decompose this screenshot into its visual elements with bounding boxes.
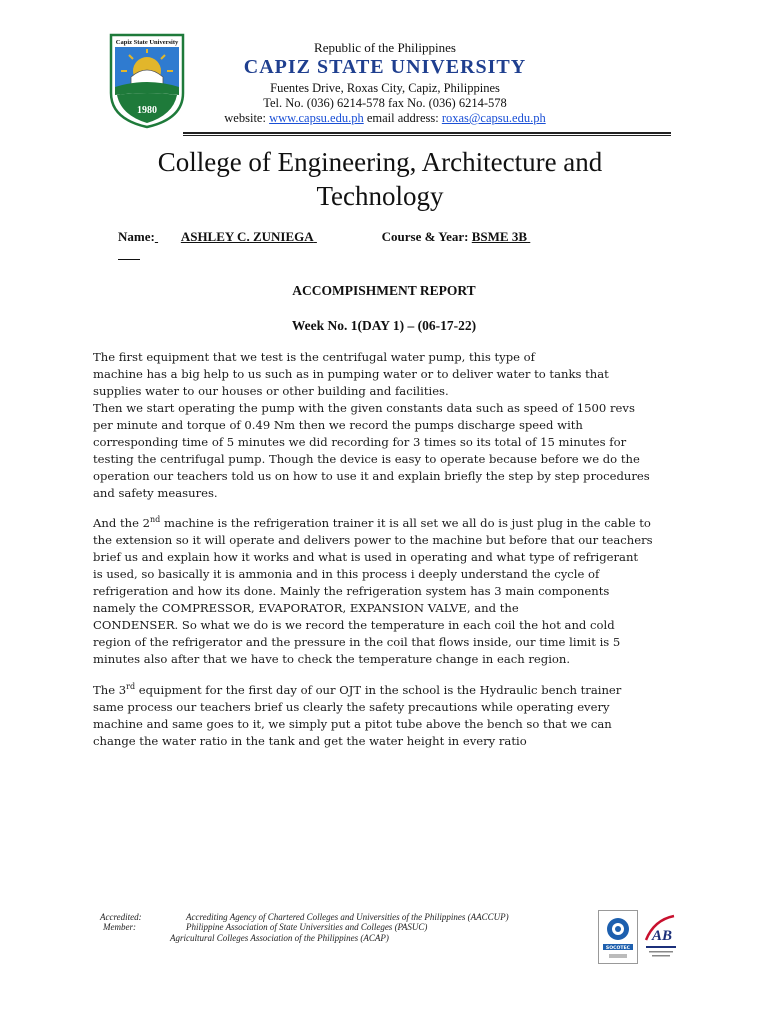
course-label: Course & Year:	[381, 229, 472, 244]
name-underline-lead	[155, 229, 181, 245]
body-line: change the water ratio in the tank and get the water height in every ratio	[93, 734, 527, 748]
paragraph-refrigeration-trainer	[93, 515, 683, 668]
email-link[interactable]: roxas@capsu.edu.ph	[441, 111, 546, 125]
name-underline-tail	[314, 229, 374, 245]
body-line: refrigeration and how its done. Mainly the refrigeration system has 3 main components	[93, 584, 610, 598]
body-line: corresponding time of 5 minutes we did recording for 3 times so its total of 15 minutes for	[93, 435, 627, 449]
ordinal-superscript: nd	[150, 515, 161, 525]
svg-text:Capiz State University: Capiz State University	[115, 39, 179, 46]
header-rule-thin	[183, 135, 671, 136]
college-title	[80, 145, 680, 213]
body-line: machine has a big help to us such as in pumping water or to deliver water to tanks that	[93, 367, 609, 381]
paragraph-hydraulic-bench	[93, 682, 683, 750]
body-line: testing the centrifugal pump. Though the device is easy to operate because before we do the	[93, 452, 640, 466]
body-line: minutes also after that we have to check the temperature change in each region.	[93, 652, 571, 666]
body-line: same process our teachers brief us clearly the safety precautions while operating every	[93, 700, 610, 714]
name-label: Name:	[118, 229, 155, 244]
header-rule	[183, 132, 671, 134]
ordinal-superscript: rd	[126, 682, 136, 692]
accredited-label: Accredited:	[100, 912, 142, 922]
paragraph-centrifugal-pump	[93, 349, 683, 502]
svg-text:1980: 1980	[137, 105, 157, 116]
socotec-certification-logo	[598, 910, 638, 964]
svg-text:SOCOTEC: SOCOTEC	[605, 946, 631, 951]
underline-continuation	[118, 259, 140, 260]
body-line: CONDENSER. So what we do is we record the temperature in each coil the hot and cold	[93, 618, 615, 632]
body-line: the extension so it will operate and delivers power to the machine but before that our teachers	[93, 533, 653, 547]
course-year: BSME 3B	[471, 229, 528, 244]
pab-accreditation-logo	[640, 910, 682, 962]
body-line: per minute and torque of 0.49 Nm then we record the pumps discharge speed with	[93, 418, 583, 432]
course-underline-tail	[527, 229, 593, 245]
week-heading: Week No. 1(DAY 1) – (06-17-22)	[291, 318, 477, 333]
member-label: Member:	[103, 922, 136, 932]
body-line: brief us and explain how it works and what is used in operating and what type of refrigerant	[93, 550, 639, 564]
body-line: supplies water to our houses or other building and facilities.	[93, 384, 449, 398]
college-title-line1: College of Engineering, Architecture and	[157, 147, 603, 177]
body-line: region of the refrigerator and the pressure in the coil that flows inside, our time limit is 5	[93, 635, 621, 649]
body-line: and safety measures.	[93, 486, 218, 500]
body-line: The first equipment that we test is the centrifugal water pump, this type of	[93, 350, 535, 364]
body-line: Then we start operating the pump with the given constants data such as speed of 1500 revs	[93, 401, 635, 415]
email-label: email address:	[363, 111, 442, 125]
body-line: machine and same goes to it, we simply put a pitot tube above the bench so that we can	[93, 717, 612, 731]
contact-line	[190, 111, 580, 126]
accreditation-aaccup: Accrediting Agency of Chartered Colleges and Universities of the Philippines (AACCUP)	[186, 912, 509, 922]
body-line: The 3rd equipment for the first day of our OJT in the school is the Hydraulic bench trainer	[93, 682, 622, 697]
body-line: operation our teachers told us on how to use it and explain briefly the step by step procedures	[93, 469, 650, 483]
college-title-line2: Technology	[316, 181, 444, 211]
body-line: is used, so basically it is ammonia and in this process i deeply understand the cycle of	[93, 567, 600, 581]
republic-header: Republic of the Philippines	[314, 40, 456, 55]
telephone-line: Tel. No. (036) 6214-578 fax No. (036) 6214-578	[263, 96, 507, 110]
svg-text:AB: AB	[651, 928, 673, 944]
body-line: And the 2nd machine is the refrigeration trainer it is all set we all do is just plug in the cable to	[93, 515, 651, 530]
university-address: Fuentes Drive, Roxas City, Capiz, Philippines	[270, 81, 500, 95]
body-line: namely the COMPRESSOR, EVAPORATOR, EXPANSION VALVE, and the	[93, 601, 519, 615]
website-link[interactable]: www.capsu.edu.ph	[269, 111, 364, 125]
student-info-line	[118, 229, 593, 245]
university-seal-logo	[107, 33, 187, 129]
website-label: website:	[224, 111, 270, 125]
membership-pasuc: Philippine Association of State Universities and Colleges (PASUC)	[186, 922, 428, 932]
university-name: CAPIZ STATE UNIVERSITY	[243, 56, 527, 78]
student-name: ASHLEY C. ZUNIEGA	[180, 229, 314, 244]
membership-acap: Agricultural Colleges Association of the Philippines (ACAP)	[170, 933, 389, 943]
report-title: ACCOMPISHMENT REPORT	[292, 283, 476, 298]
